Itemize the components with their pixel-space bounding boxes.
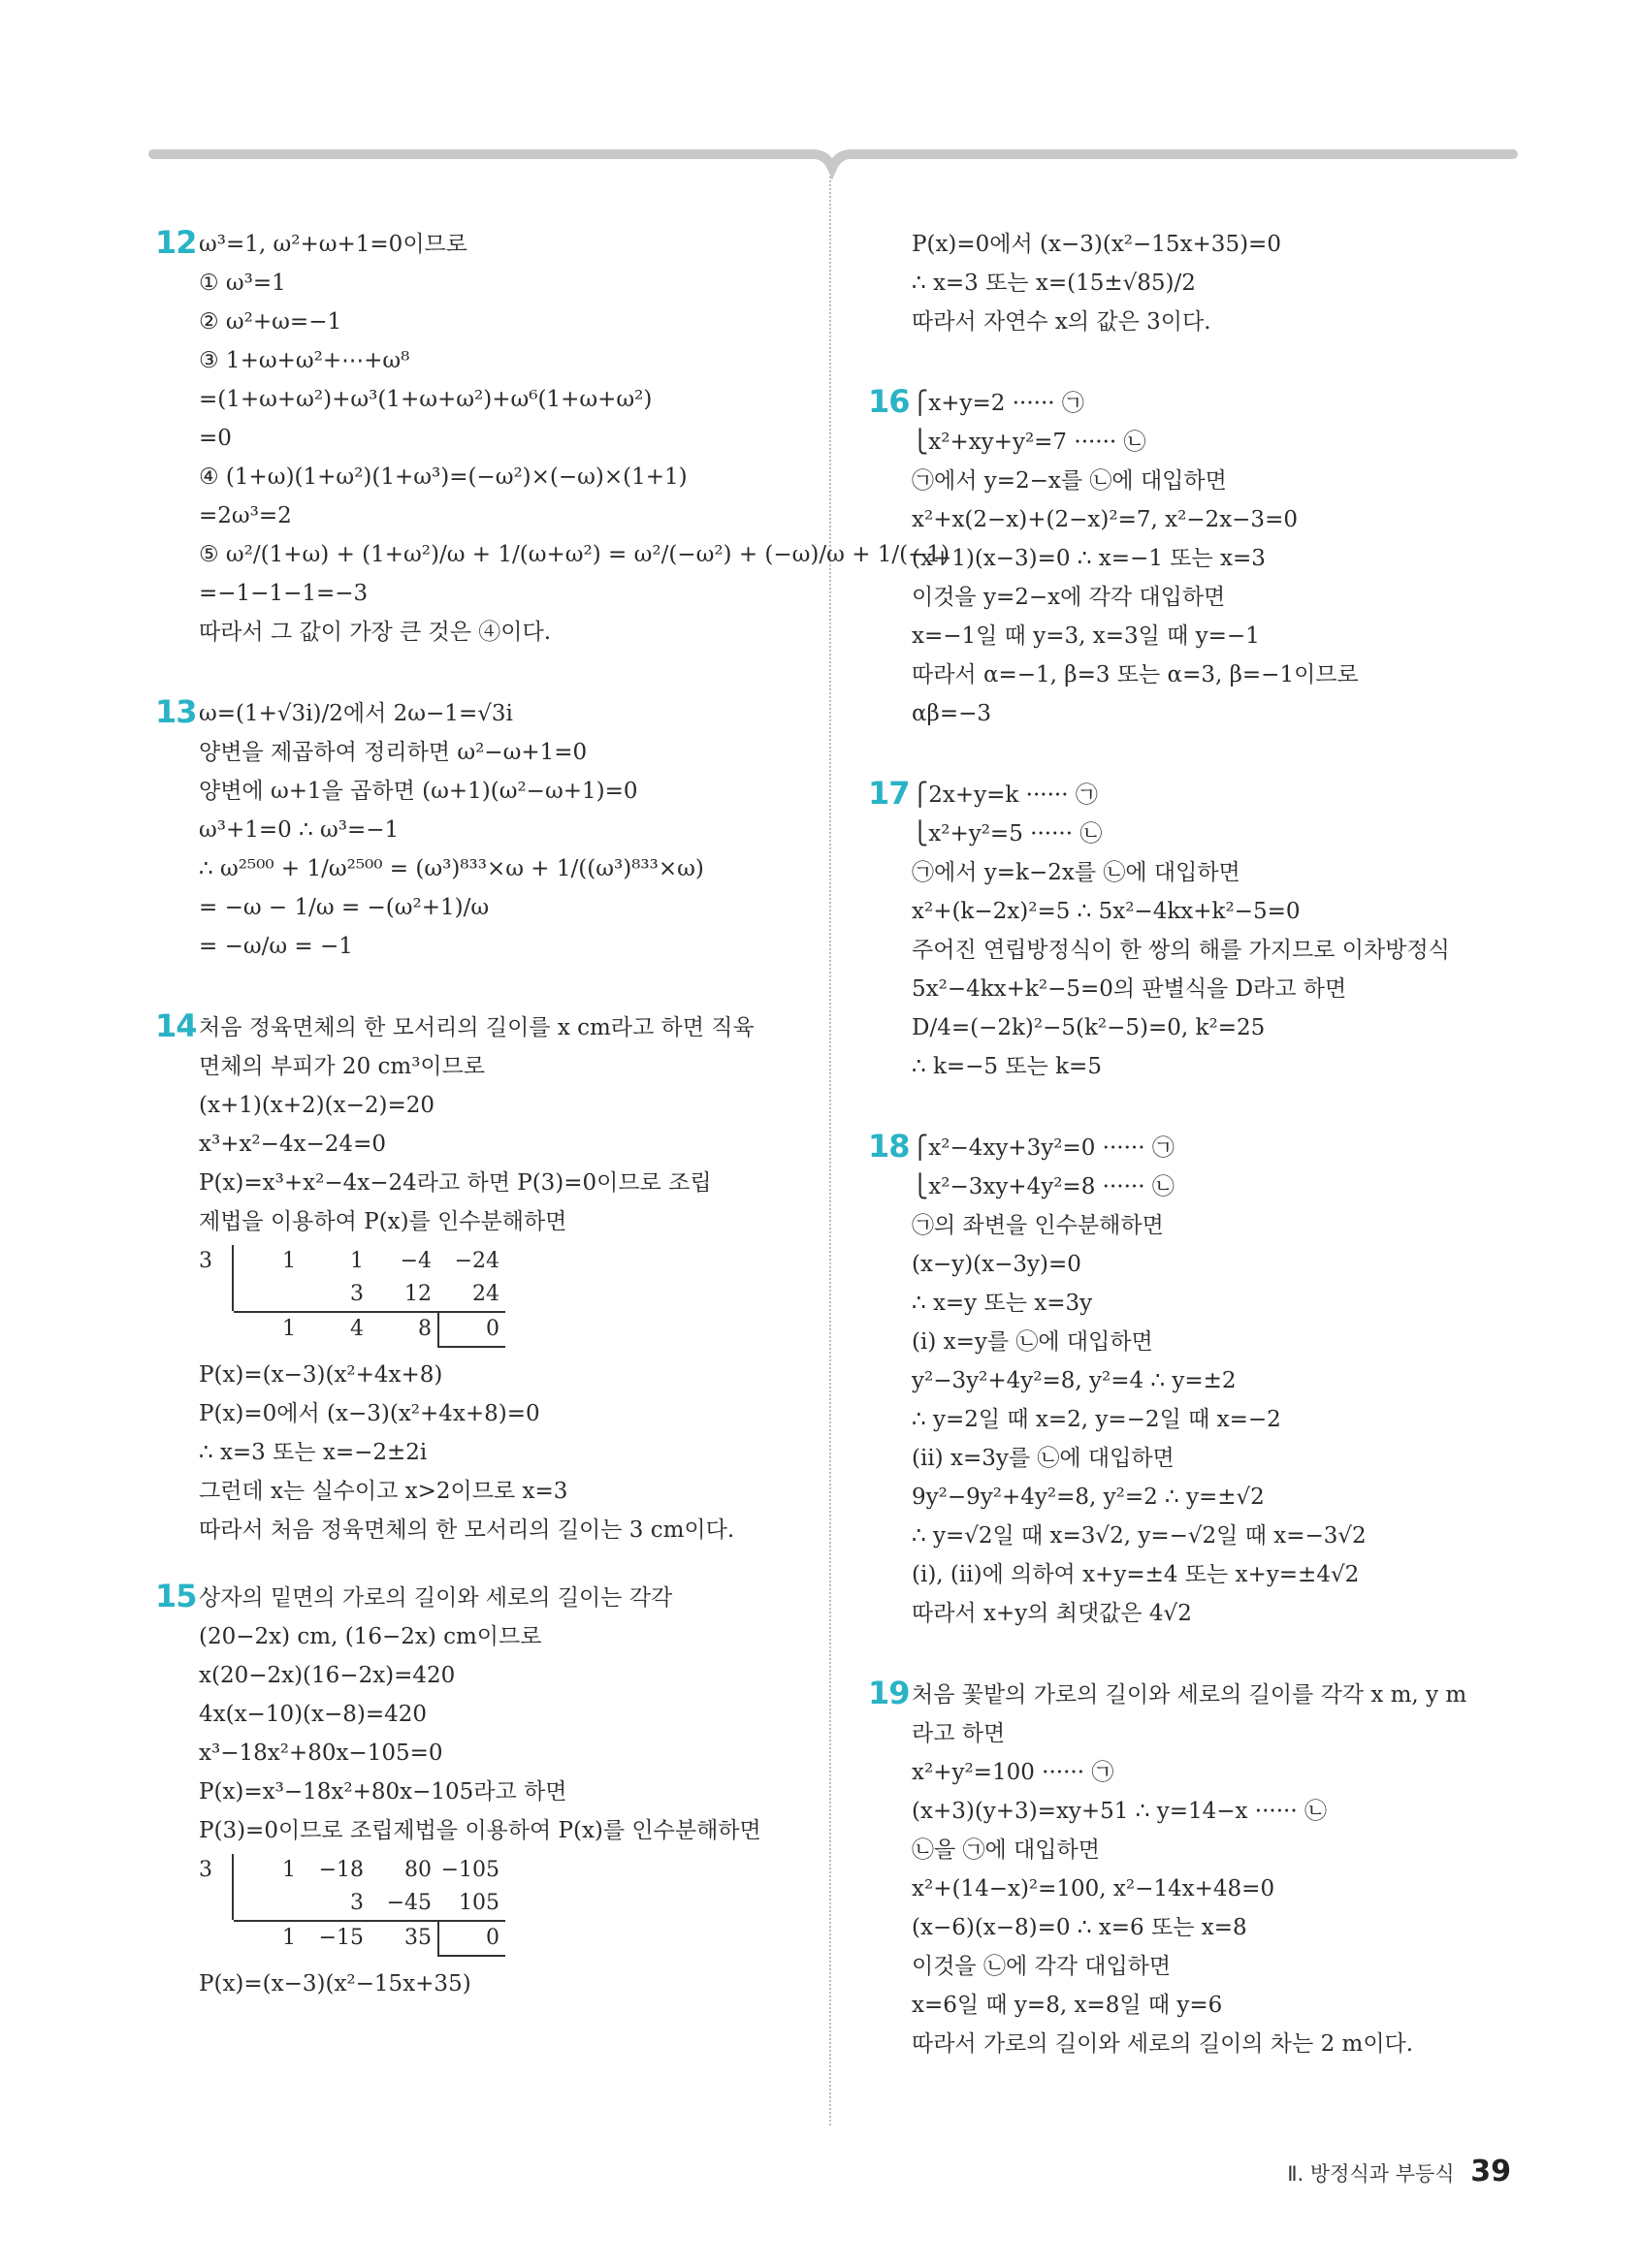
problem-lines (199, 1008, 807, 1241)
text-line: ∴ y=√2일 때 x=3√2, y=−√2일 때 x=−3√2 (912, 1523, 1367, 1549)
text-line: P(x)=(x−3)(x²−15x+35) (199, 1971, 471, 1996)
text-line: (x+3)(y+3)=xy+51 ∴ y=14−x ······ ㉡ (912, 1799, 1327, 1824)
synthetic-cell (199, 1887, 234, 1920)
text-line: ω³+1=0 ∴ ω³=−1 (199, 817, 400, 843)
synthetic-cell: 4 (302, 1311, 370, 1348)
text-line: ∴ k=−5 또는 k=5 (912, 1054, 1102, 1079)
text-line: 이것을 ㉡에 각각 대입하면 (912, 1954, 1172, 1979)
text-line: ⎧2x+y=k ······ ㉠ (912, 783, 1098, 808)
problem-15 (155, 1579, 807, 2003)
problem-17 (868, 776, 1513, 1086)
problem-13 (155, 694, 807, 966)
problem-number: 19 (868, 1675, 910, 1711)
text-line: 제법을 이용하여 P(x)를 인수분해하면 (199, 1209, 567, 1234)
page-number: 39 (1470, 2155, 1511, 2188)
text-line: 4x(x−10)(x−8)=420 (199, 1702, 428, 1727)
synthetic-cell: 3 (199, 1245, 234, 1278)
text-line: 이것을 y=2−x에 각각 대입하면 (912, 585, 1226, 610)
text-line: ⑤ ω²/(1+ω) + (1+ω²)/ω + 1/(ω+ω²) = ω²/(−ω²) + (−ω)/ω + 1/(−1) (199, 542, 950, 567)
synthetic-cell: 12 (404, 1282, 432, 1306)
synthetic-cell: −105 (440, 1858, 499, 1882)
synthetic-cell: 8 (370, 1311, 437, 1348)
text-line: (ⅰ) x=y를 ㉡에 대입하면 (912, 1329, 1153, 1355)
problem-lines (912, 776, 1513, 1086)
text-line: x³+x²−4x−24=0 (199, 1132, 386, 1157)
text-line: D/4=(−2k)²−5(k²−5)=0, k²=25 (912, 1015, 1266, 1040)
synthetic-division-table (199, 1854, 505, 1957)
problem-number: 18 (868, 1128, 910, 1165)
text-line: 9y²−9y²+4y²=8, y²=2 ∴ y=±√2 (912, 1485, 1265, 1510)
problem-lines (912, 1676, 1513, 2063)
text-line: P(x)=0에서 (x−3)(x²+4x+8)=0 (199, 1401, 540, 1426)
synthetic-cell: 80 (404, 1858, 432, 1882)
text-line: ∴ x=y 또는 x=3y (912, 1291, 1093, 1316)
synthetic-cell: 3 (199, 1854, 234, 1887)
problem-number: 17 (868, 775, 910, 812)
text-line: =−1−1−1=−3 (199, 581, 369, 606)
synthetic-cell: 1 (350, 1249, 364, 1273)
spacer (868, 1633, 1513, 1676)
synthetic-cell (199, 1311, 234, 1348)
synthetic-cell: −4 (400, 1249, 432, 1273)
text-line: ② ω²+ω=−1 (199, 309, 342, 335)
text-line: x²+(k−2x)²=5 ∴ 5x²−4kx+k²−5=0 (912, 899, 1301, 924)
text-line: 따라서 가로의 길이와 세로의 길이의 차는 2 m이다. (912, 2031, 1414, 2057)
problem-number: 13 (155, 693, 197, 730)
text-line: 따라서 자연수 x의 값은 3이다. (912, 309, 1211, 335)
spacer (868, 1086, 1513, 1129)
text-line: (20−2x) cm, (16−2x) cm이므로 (199, 1624, 542, 1649)
problem-lines (199, 1965, 807, 2003)
text-line: =2ω³=2 (199, 503, 292, 528)
synthetic-cell: 24 (472, 1282, 499, 1306)
synthetic-cell (199, 1278, 234, 1311)
text-line: 따라서 처음 정육면체의 한 모서리의 길이는 3 cm이다. (199, 1517, 735, 1543)
text-line: ⎧x²−4xy+3y²=0 ······ ㉠ (912, 1135, 1175, 1161)
problem-16 (868, 384, 1513, 733)
text-line: 양변을 제곱하여 정리하면 ω²−ω+1=0 (199, 740, 588, 765)
problem-lines (199, 1356, 807, 1549)
text-line: 따라서 α=−1, β=3 또는 α=3, β=−1이므로 (912, 662, 1359, 687)
text-line: 처음 꽃밭의 가로의 길이와 세로의 길이를 각각 x m, y m (912, 1682, 1467, 1708)
synthetic-cell: 1 (282, 1249, 296, 1273)
synthetic-cell: 0 (437, 1920, 505, 1957)
text-line: (x+1)(x−3)=0 ∴ x=−1 또는 x=3 (912, 546, 1266, 571)
text-line: 양변에 ω+1을 곱하면 (ω+1)(ω²−ω+1)=0 (199, 779, 638, 804)
text-line: ① ω³=1 (199, 271, 286, 296)
text-line: ⎩x²+y²=5 ······ ㉡ (912, 821, 1103, 847)
section-title: Ⅱ. 방정식과 부등식 (1287, 2162, 1455, 2186)
problem-lines (199, 694, 807, 966)
text-line: ㉡을 ㉠에 대입하면 (912, 1837, 1100, 1863)
synthetic-cell (234, 1887, 302, 1920)
problem-number: 14 (155, 1007, 197, 1044)
synthetic-cell (199, 1920, 234, 1957)
text-line: ∴ x=3 또는 x=−2±2i (199, 1440, 428, 1465)
problem-19 (868, 1676, 1513, 2063)
spacer (155, 966, 807, 1008)
text-line: ⎩x²−3xy+4y²=8 ······ ㉡ (912, 1174, 1175, 1199)
text-line: P(x)=x³−18x²+80x−105라고 하면 (199, 1779, 567, 1805)
text-line: ③ 1+ω+ω²+⋯+ω⁸ (199, 348, 410, 373)
text-line: =0 (199, 426, 232, 451)
text-line: x²+x(2−x)+(2−x)²=7, x²−2x−3=0 (912, 507, 1298, 532)
text-line: 5x²−4kx+k²−5=0의 판별식을 D라고 하면 (912, 976, 1347, 1002)
text-line: 처음 정육면체의 한 모서리의 길이를 x cm라고 하면 직육 (199, 1015, 755, 1040)
text-line: P(x)=(x−3)(x²+4x+8) (199, 1362, 443, 1388)
problem-lines (912, 1129, 1513, 1633)
spacer (868, 733, 1513, 776)
synthetic-cell: 3 (350, 1891, 364, 1915)
problem-lines (912, 384, 1513, 733)
text-line: ㉠에서 y=2−x를 ㉡에 대입하면 (912, 468, 1227, 494)
text-line: x(20−2x)(16−2x)=420 (199, 1663, 456, 1688)
text-line: =(1+ω+ω²)+ω³(1+ω+ω²)+ω⁶(1+ω+ω²) (199, 387, 653, 412)
synthetic-cell: 0 (437, 1311, 505, 1348)
problem-number: 15 (155, 1578, 197, 1614)
problem-lines (912, 225, 1513, 341)
text-line: = −ω − 1/ω = −(ω²+1)/ω (199, 895, 490, 920)
synthetic-cell: −45 (386, 1891, 432, 1915)
synthetic-cell: 1 (234, 1311, 302, 1348)
text-line: y²−3y²+4y²=8, y²=4 ∴ y=±2 (912, 1368, 1237, 1393)
text-line: 주어진 연립방정식이 한 쌍의 해를 가지므로 이차방정식 (912, 938, 1450, 963)
text-line: ω³=1, ω²+ω+1=0이므로 (199, 232, 467, 257)
text-line: ④ (1+ω)(1+ω²)(1+ω³)=(−ω²)×(−ω)×(1+1) (199, 464, 688, 490)
synthetic-cell: 1 (234, 1920, 302, 1957)
text-line: 면체의 부피가 20 cm³이므로 (199, 1054, 486, 1079)
synthetic-cell: 3 (350, 1282, 364, 1306)
text-line: (x+1)(x+2)(x−2)=20 (199, 1093, 435, 1118)
synthetic-cell: 35 (370, 1920, 437, 1957)
text-line: ⎧x+y=2 ······ ㉠ (912, 391, 1084, 416)
text-line: ω=(1+√3i)/2에서 2ω−1=√3i (199, 701, 513, 726)
synthetic-cell: 1 (282, 1858, 296, 1882)
synthetic-cell: −24 (454, 1249, 499, 1273)
problem-number: 16 (868, 383, 910, 420)
spacer (155, 652, 807, 694)
page-footer (1287, 2155, 1511, 2188)
text-line: ㉠에서 y=k−2x를 ㉡에 대입하면 (912, 860, 1240, 885)
problem-14 (155, 1008, 807, 1549)
text-line: (ⅱ) x=3y를 ㉡에 대입하면 (912, 1446, 1175, 1471)
problem-18 (868, 1129, 1513, 1633)
text-line: 그런데 x는 실수이고 x>2이므로 x=3 (199, 1479, 568, 1504)
text-line: x²+y²=100 ······ ㉠ (912, 1760, 1114, 1785)
text-line: P(x)=x³+x²−4x−24라고 하면 P(3)=0이므로 조립 (199, 1170, 712, 1196)
text-line: P(x)=0에서 (x−3)(x²−15x+35)=0 (912, 232, 1281, 257)
problem-lines (199, 1579, 807, 1850)
spacer (868, 341, 1513, 384)
text-line: x=6일 때 y=8, x=8일 때 y=6 (912, 1993, 1223, 2018)
text-line: 상자의 밑면의 가로의 길이와 세로의 길이는 각각 (199, 1585, 673, 1611)
synthetic-cell (234, 1278, 302, 1311)
text-line: 따라서 그 값이 가장 큰 것은 ④이다. (199, 620, 552, 645)
column-divider (829, 176, 831, 2125)
synthetic-cell: −18 (318, 1858, 364, 1882)
text-line: (x−y)(x−3y)=0 (912, 1252, 1081, 1277)
problem-15-continued (868, 225, 1513, 341)
spacer (155, 1549, 807, 1579)
text-line: 라고 하면 (912, 1721, 1006, 1746)
text-line: ∴ ω²⁵⁰⁰ + 1/ω²⁵⁰⁰ = (ω³)⁸³³×ω + 1/((ω³)⁸³³×ω) (199, 856, 704, 881)
text-line: ∴ x=3 또는 x=(15±√85)/2 (912, 271, 1196, 296)
synthetic-division-table (199, 1245, 505, 1348)
text-line: x³−18x²+80x−105=0 (199, 1741, 443, 1766)
text-line: ㉠의 좌변을 인수분해하면 (912, 1213, 1164, 1238)
text-line: ⎩x²+xy+y²=7 ······ ㉡ (912, 430, 1146, 455)
text-line: x²+(14−x)²=100, x²−14x+48=0 (912, 1876, 1275, 1901)
text-line: (ⅰ), (ⅱ)에 의하여 x+y=±4 또는 x+y=±4√2 (912, 1562, 1360, 1587)
synthetic-cell: 105 (459, 1891, 499, 1915)
text-line: x=−1일 때 y=3, x=3일 때 y=−1 (912, 623, 1260, 649)
text-line: αβ=−3 (912, 701, 992, 726)
text-line: 따라서 x+y의 최댓값은 4√2 (912, 1601, 1192, 1626)
text-line: = −ω/ω = −1 (199, 934, 353, 959)
synthetic-cell: −15 (302, 1920, 370, 1957)
text-line: P(3)=0이므로 조립제법을 이용하여 P(x)를 인수분해하면 (199, 1818, 761, 1843)
problem-number: 12 (155, 224, 197, 261)
text-line: (x−6)(x−8)=0 ∴ x=6 또는 x=8 (912, 1915, 1247, 1940)
text-line: ∴ y=2일 때 x=2, y=−2일 때 x=−2 (912, 1407, 1281, 1432)
right-column (868, 225, 1513, 2063)
